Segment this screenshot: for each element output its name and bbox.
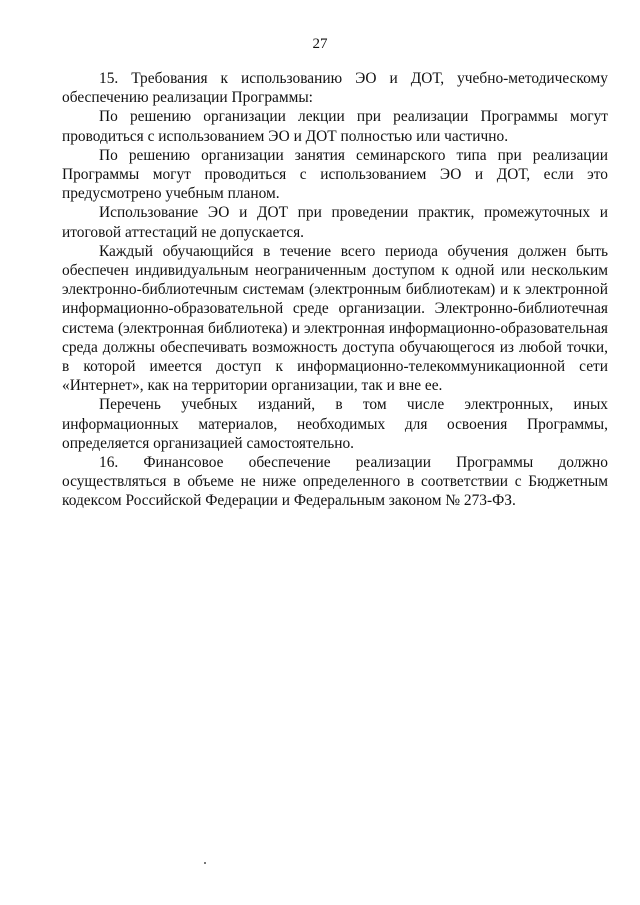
- paragraph-practices: Использование ЭО и ДОТ при проведении практик, промежуточных и итоговой аттестаций не допускается.: [62, 204, 608, 241]
- paragraph-study-materials: Перечень учебных изданий, в том числе электронных, иных информационных материалов, необходимых для освоения Программы, определяется организацией самостоятельно.: [62, 396, 608, 452]
- paragraph-library-access: Каждый обучающийся в течение всего периода обучения должен быть обеспечен индивидуальным неограниченным доступом к одной или нескольким электронно-библиотечным системам (электронным библиотекам) и к электронной информационно-образовательной среде организации. Электронно-библиотечная система (электронная библиотека) и электронная информационно-образовательная среда должны обеспечивать возможность доступа обучающегося из любой точки, в которой имеется доступ к информационно-телекоммуникационной сети «Интернет», как на территории организации, так и вне ее.: [62, 242, 608, 395]
- section-16-financing: 16. Финансовое обеспечение реализации Программы должно осуществляться в объеме не ниже определенного в соответствии с Бюджетным кодексом Российской Федерации и Федеральным законом № 273-ФЗ.: [62, 454, 608, 510]
- paragraph-lectures: По решению организации лекции при реализации Программы могут проводиться с использованием ЭО и ДОТ полностью или частично.: [62, 108, 608, 145]
- scan-speck: [204, 862, 206, 864]
- page-number: 27: [312, 36, 328, 52]
- section-15-heading: 15. Требования к использованию ЭО и ДОТ, учебно-методическому обеспечению реализации Программы:: [62, 70, 608, 107]
- paragraph-seminars: По решению организации занятия семинарского типа при реализации Программы могут проводиться с использованием ЭО и ДОТ, если это предусмотрено учебным планом.: [62, 146, 608, 203]
- document-body: [62, 69, 608, 511]
